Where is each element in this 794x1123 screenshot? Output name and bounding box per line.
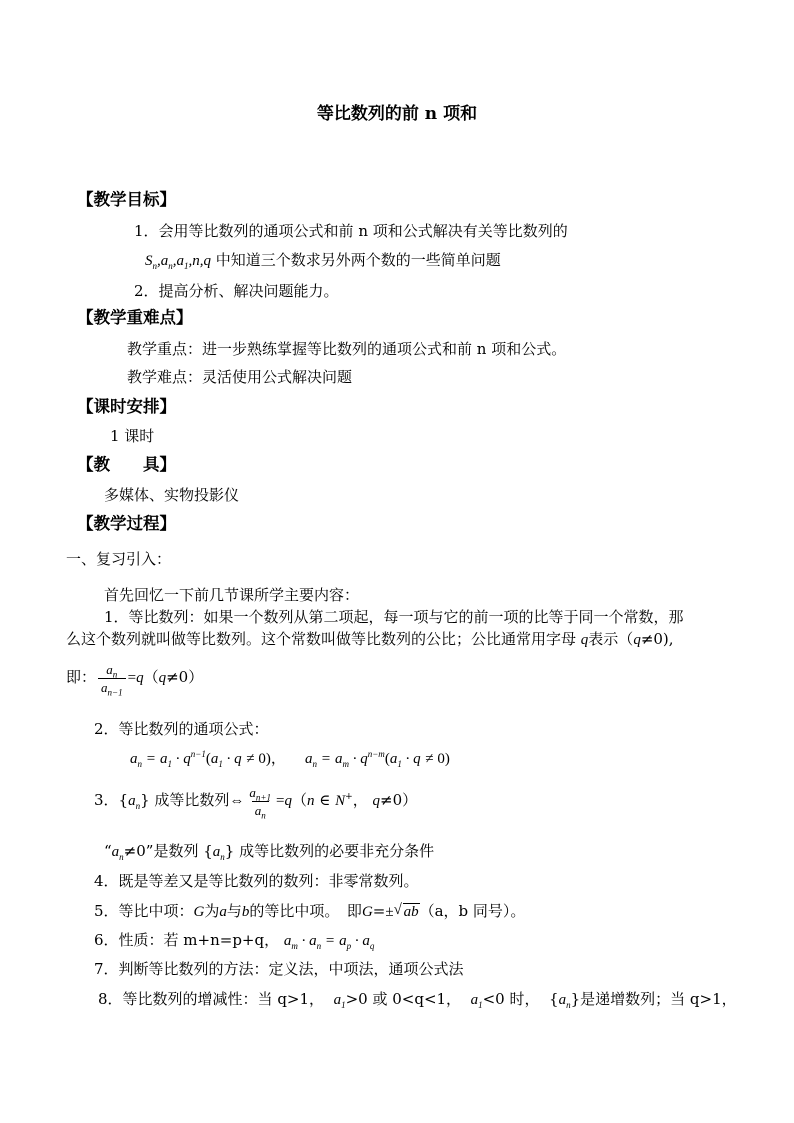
item-3-note: “$a_n\ne 0$”是数列 $\{a_n\}$ 成等比数列的必要非充分条件: [104, 842, 435, 862]
section-heading-key-points: 【教学重难点】: [77, 308, 193, 327]
item-5-geometric-mean: 5．等比中项：G为a与b的等比中项。 即G=± √ ab（a，b 同号）。: [94, 902, 526, 920]
part-1-heading: 一、复习引入：: [66, 550, 172, 568]
item-7: 7．判断等比数列的方法：定义法，中项法，通项公式法: [94, 960, 464, 978]
definition-formula: 即： $\frac{a_n}{a_{n-1}}$ =q（q≠0）: [66, 661, 204, 698]
definition-line1: 1．等比数列：如果一个数列从第二项起，每一项与它的前一项的比等于同一个常数，那: [104, 608, 684, 626]
item-4: 4．既是等差又是等比数列的数列：非零常数列。: [94, 872, 419, 890]
variable-list: $S_n,a_n,a_1,n,q$: [145, 253, 211, 271]
section-heading-tools: 【教 具】: [77, 455, 176, 474]
ratio-fraction: $\frac{a_n}{a_{n-1}}$: [98, 662, 126, 695]
item-8-monotonicity: 8．等比数列的增减性：当 q>1， $a_1>0$ 或 0<q<1， $a_1<0$ 时， $\{a_n\}$是递增数列；当 q>1，: [98, 990, 737, 1010]
section-heading-schedule: 【课时安排】: [77, 397, 176, 416]
definition-line2: 么这个数列就叫做等比数列。这个常数叫做等比数列的公比；公比通常用字母 q表示（q≠0),: [66, 630, 674, 648]
section-heading-process: 【教学过程】: [77, 514, 176, 533]
key-point-focus: 教学重点：进一步熟练掌握等比数列的通项公式和前 n 项和公式。: [127, 340, 567, 358]
square-root: √ ab: [393, 902, 419, 920]
general-term-formulas: $a_n = a_1 \cdot q^{n-1}(a_1 \cdot q \ne 0)$， $a_n = a_m \cdot q^{n-m}(a_1 \cdot q \ne 0)$: [130, 749, 450, 769]
schedule-text: 1 课时: [110, 427, 155, 445]
item-2-general-term: 2．等比数列的通项公式：: [94, 720, 269, 738]
consecutive-ratio-fraction: $\frac{a_{n+1}}{a_n}$: [249, 784, 271, 821]
objective-1-line2: [145, 250, 501, 271]
key-point-difficulty: 教学难点：灵活使用公式解决问题: [127, 368, 353, 386]
item-3-condition: 3．$\{a_n\}$ 成等比数列⇔ $\frac{a_{n+1}}{a_n}$ =q（n ∈ N+， q≠0）: [94, 784, 418, 821]
tools-text: 多媒体、实物投影仪: [104, 486, 240, 504]
objective-1-line2-text: 中知道三个数求另外两个数的一些简单问题: [215, 251, 501, 269]
intro-text: 首先回忆一下前几节课所学主要内容：: [104, 586, 360, 604]
objective-1-line1: 1．会用等比数列的通项公式和前 n 项和公式解决有关等比数列的: [134, 222, 568, 240]
page-title: 等比数列的前 n 项和: [316, 104, 478, 124]
item-6-property: 6．性质：若 m+n=p+q， $a_m \cdot a_n = a_p \cdot a_q$: [94, 931, 375, 951]
objective-2: 2．提高分析、解决问题能力。: [134, 282, 339, 300]
section-heading-objectives: 【教学目标】: [77, 190, 176, 209]
